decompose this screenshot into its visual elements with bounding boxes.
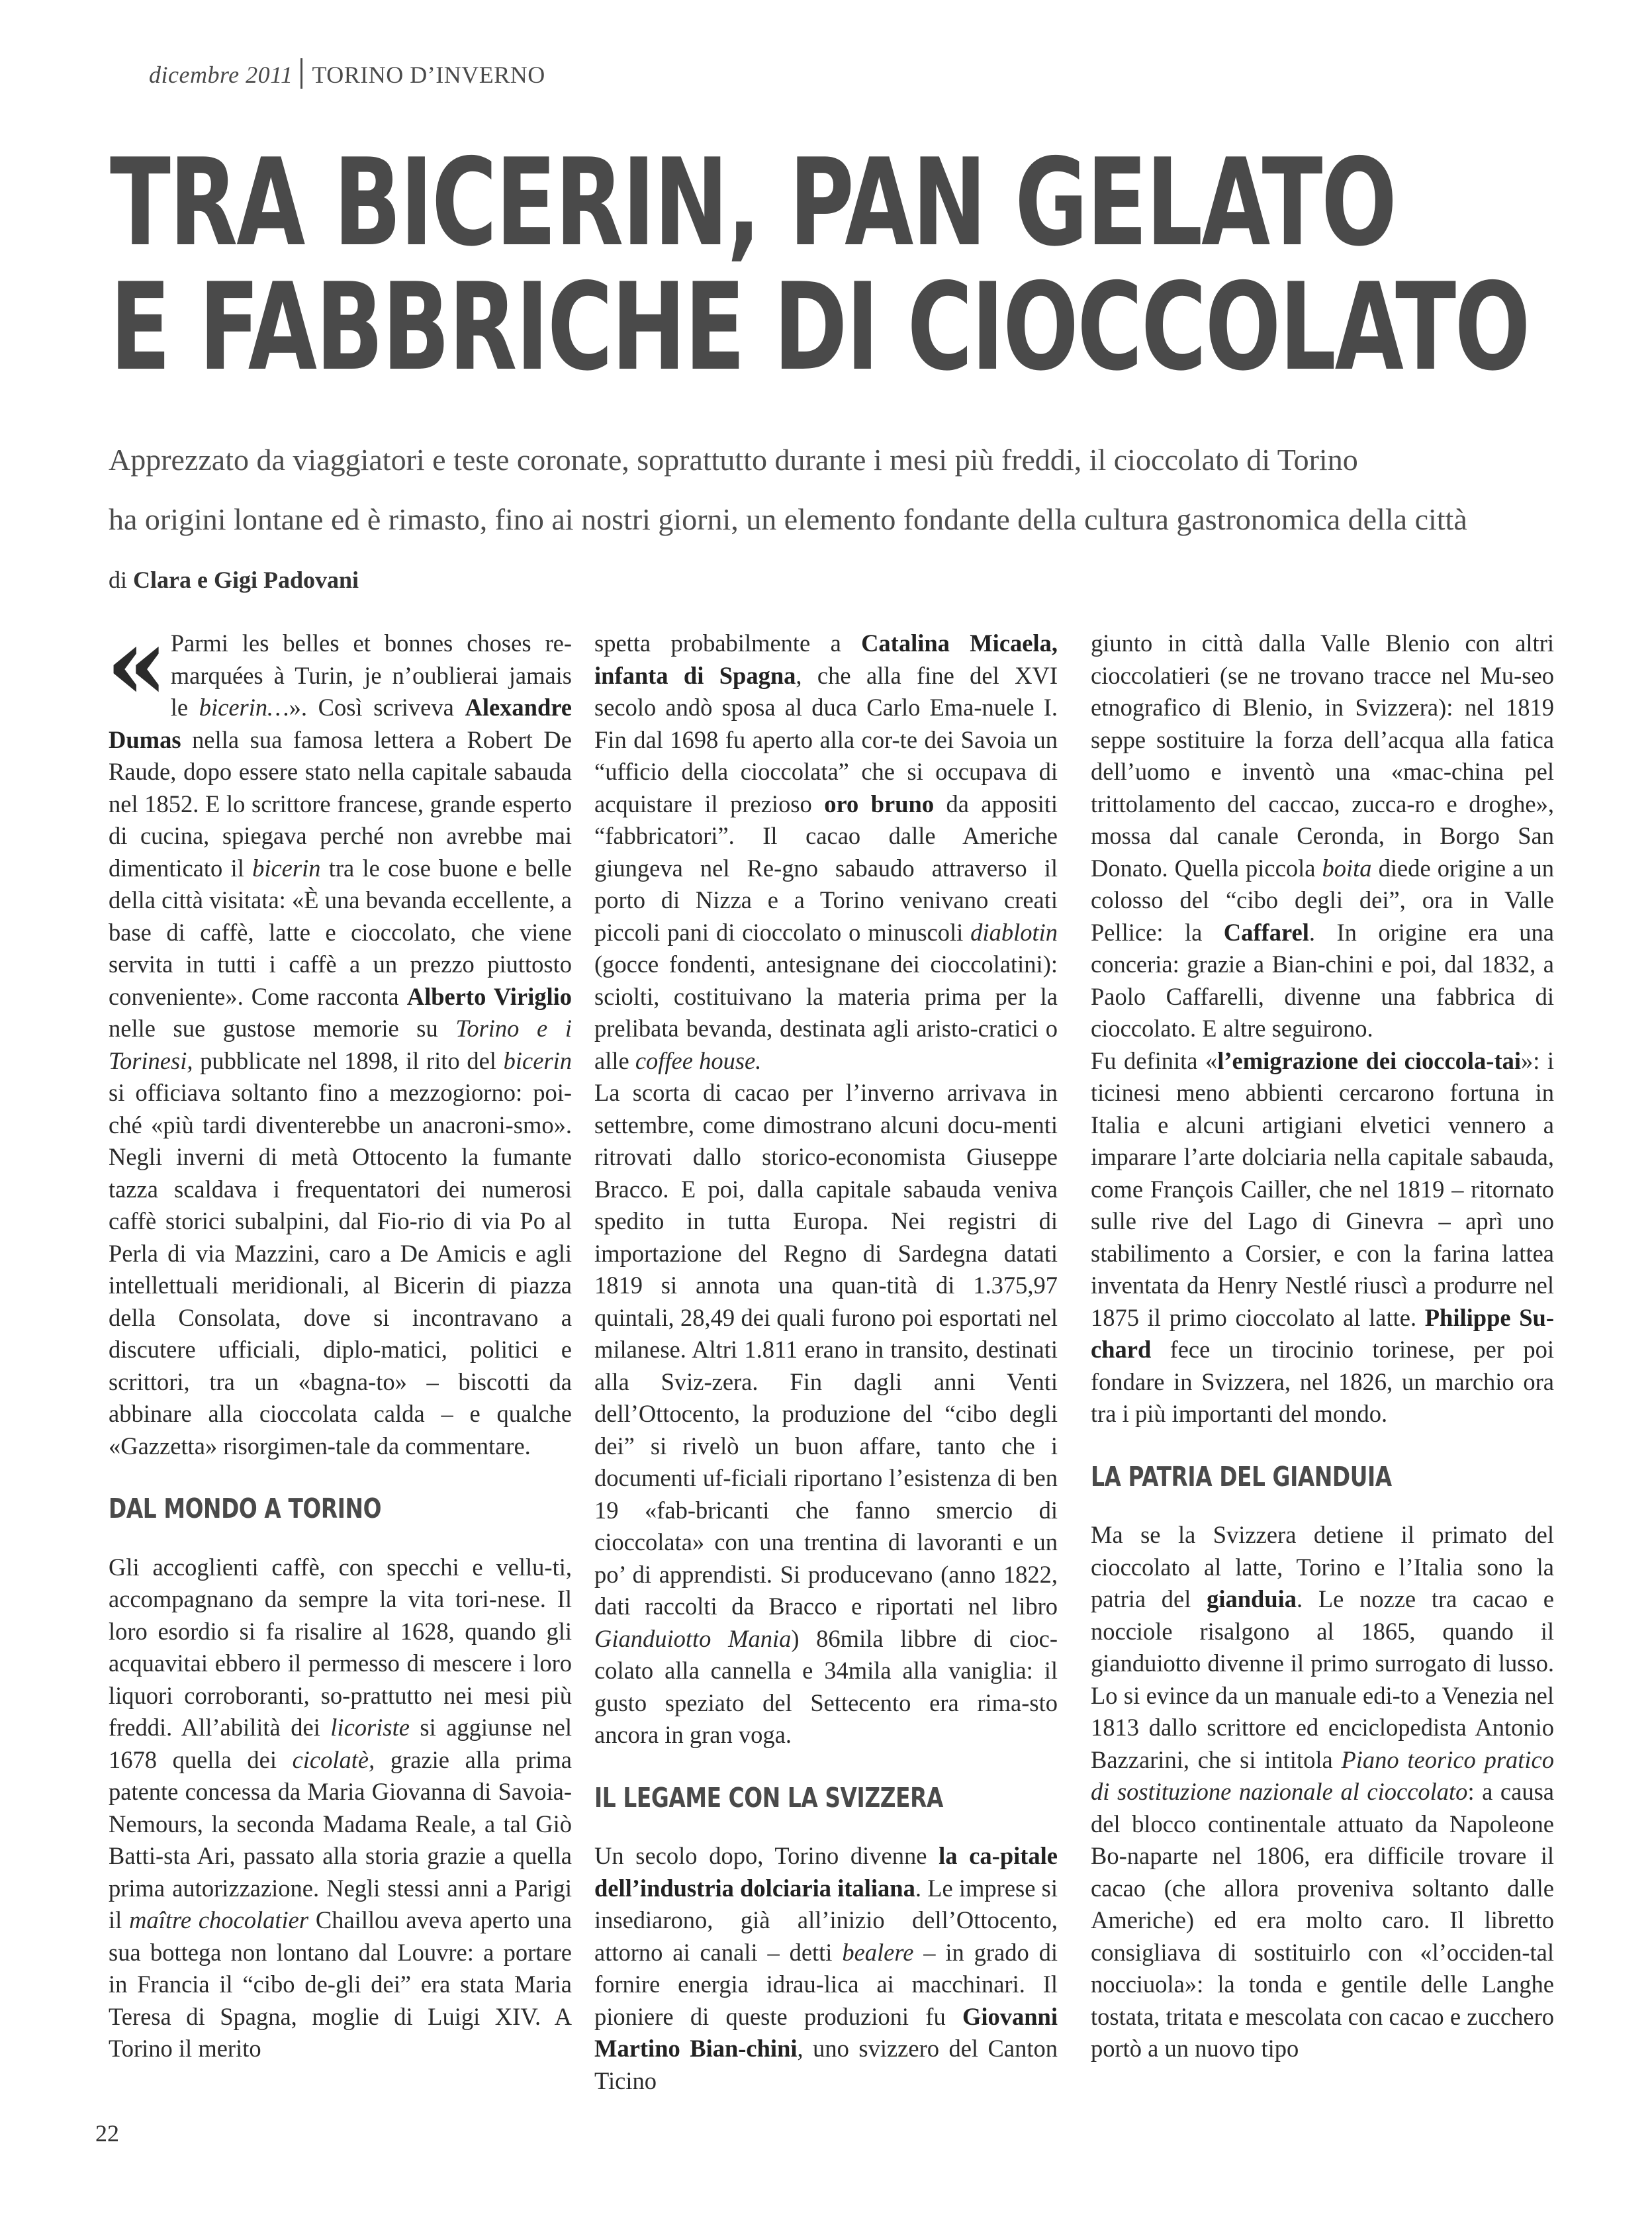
column-2 [594, 627, 1058, 2097]
standfirst-line-1: Apprezzato da viaggiatori e teste coronate, soprattutto durante i mesi più freddi, il cioccolato di Torino [109, 443, 1358, 477]
headline-line-2: E FABBRICHE DI CIOCCOLATO [110, 257, 1530, 397]
section-title: TORINO D’INVERNO [312, 62, 545, 88]
paragraph: Un secolo dopo, Torino divenne la ca-pitale dell’industria dolciaria italiana. Le imprese si insediarono, già all’inizio dell’Ottocento, attorno ai canali – detti bealere – in grado di fornire energia idrau-lica ai macchinari. Il pioniere di queste produzioni fu Giovanni Martino Bian-chini, uno svizzero del Canton Ticino [594, 1842, 1058, 2094]
subhead-il-legame-con-la-svizzera: IL LEGAME CON LA SVIZZERA [594, 1781, 943, 1814]
column-3 [1091, 627, 1554, 2065]
byline-prefix: di [109, 567, 128, 593]
standfirst [109, 430, 1565, 549]
paragraph: Gli accoglienti caffè, con specchi e vellu-ti, accompagnano da sempre la vita tori-nese. Il loro esordio si fa risalire al 1628, quando gli acquavitai ebbero il permesso di mescere i loro liquori corroboranti, so-prattutto nei mesi più freddi. All’abilità dei licoriste si aggiunse nel 1678 quella dei cicolatè, grazie alla prima patente concessa da Maria Giovanna di Savoia-Nemours, la seconda Madama Reale, a tal Giò Batti-sta Ari, passato alla storia grazie a quella prima autorizzazione. Negli stessi anni a Parigi il maître chocolatier Chaillou aveva aperto una sua bottega non lontano dal Louvre: a portare in Francia il “cibo de-gli dei” era stata Maria Teresa di Spagna, moglie di Luigi XIV. A Torino il merito [109, 1553, 573, 2062]
divider [300, 58, 302, 89]
drop-quote-mark: « [106, 606, 168, 722]
page-number: 22 [95, 2120, 119, 2147]
subhead-dal-mondo-a-torino: DAL MONDO A TORINO [109, 1493, 382, 1524]
byline-authors: Clara e Gigi Padovani [133, 567, 359, 593]
paragraph: Ma se la Svizzera detiene il primato del cioccolato al latte, Torino e l’Italia sono la patria del gianduia. Le nozze tra cacao e nocciole risalgono al 1865, quando il gianduiotto divenne il primo surrogato di lusso. Lo si evince da un manuale edi-to a Venezia nel 1813 dallo scrittore ed enciclopedista Antonio Bazzarini, che si intitola Piano teorico pratico di sostituzione nazionale al cioccolato: a causa del blocco continentale attuato da Napoleone Bo-naparte nel 1806, era difficile trovare il cacao (che allora proveniva soltanto dalle Americhe) ed era molto caro. Il libretto consigliava di sostituirlo con «l’occiden-tal nocciuola»: la tonda e gentile delle Langhe tostata, tritata e mescolata con cacao e zucchero portò a un nuovo tipo [1091, 1521, 1555, 2062]
paragraph: « Parmi les belles et bonnes choses re-marquées à Turin, je n’oublierai jamais le bicerin…». Così scriveva Alexandre Dumas nella sua famosa lettera a Robert De Raude, dopo essere stato nella capitale sabauda nel 1852. E lo scrittore francese, grande esperto di cucina, spiegava perché non avrebbe mai dimenticato il bicerin tra le cose buone e belle della città visitata: «È una bevanda eccellente, a base di caffè, latte e cioccolato, che viene servita in tutti i caffè a un prezzo piuttosto conveniente». Come racconta Alberto Viriglio nelle sue gustose memorie su Torino e i Torinesi, pubblicate nel 1898, il rito del bicerin si officiava soltanto fino a mezzogiorno: poi-ché «più tardi diventerebbe un anacroni-smo». Negli inverni di metà Ottocento la fumante tazza scaldava i frequentatori dei numerosi caffè storici subalpini, dal Fio-rio di via Po al Perla di via Mazzini, caro a De Amicis e agli intellettuali meridionali, al Bicerin di piazza della Consolata, dove si incontravano a discutere ufficiali, diplo-matici, politici e scrittori, tra un «bagna-to» – biscotti da abbinare alla cioccolata calda – e qualche «Gazzetta» risorgimen-tale da commentare. [106, 606, 573, 1460]
headline [110, 132, 1530, 397]
paragraph: La scorta di cacao per l’inverno arrivava in settembre, come dimostrano alcuni docu-menti ritrovati dallo storico-economista Giuseppe Bracco. E poi, dalla capitale sabauda veniva spedito in tutta Europa. Nei registri di importazione del Regno di Sardegna datati 1819 si annota una quan-tità di 1.375,97 quintali, 28,49 dei quali furono poi esportati nel milanese. Altri 1.811 erano in transito, destinati alla Sviz-zera. Fin dagli anni Venti dell’Ottocento, la produzione del “cibo degli dei” si rivelò un buon affare, tanto che i documenti uf-ficiali riportano l’esistenza di ben 19 «fab-bricanti che fanno smercio di cioccolata» con una trentina di lavoranti e un po’ di apprendisti. Si producevano (anno 1822, dati raccolti da Bracco e riportati nel libro Gianduiotto Mania) 86mila libbre di cioc-colato alla cannella e 34mila alla vaniglia: il gusto speziato del Settecento era rima-sto ancora in gran voga. [594, 1079, 1058, 1748]
standfirst-line-2: ha origini lontane ed è rimasto, fino ai nostri giorni, un elemento fondante della cultura gastronomica della città [109, 502, 1467, 536]
byline [109, 566, 359, 594]
issue-date: dicembre 2011 [149, 62, 293, 88]
paragraph: Fu definita «l’emigrazione dei cioccola-tai»: i ticinesi meno abbienti cercarono fortuna in Italia e alcuni artigiani elvetici vennero a imparare l’arte dolciaria nella capitale sabauda, come François Cailler, che nel 1819 – ritornato sulle rive del Lago di Ginevra – aprì uno stabilimento a Corsier, e con la farina lattea inventata da Henry Nestlé riuscì a produrre nel 1875 il primo cioccolato al latte. Philippe Su-chard fece un tirocinio torinese, per poi fondare in Svizzera, nel 1826, un marchio ora tra i più importanti del mondo. [1091, 1046, 1555, 1427]
subhead-la-patria-del-gianduia: LA PATRIA DEL GIANDUIA [1091, 1460, 1392, 1493]
paragraph: spetta probabilmente a Catalina Micaela, infanta di Spagna, che alla fine del XVI secolo andò sposa al duca Carlo Ema-nuele I. Fin dal 1698 fu aperto alla cor-te dei Savoia un “ufficio della cioccolata” che si occupava di acquistare il prezioso oro bruno da appositi “fabbricatori”. Il cacao dalle Americhe giungeva nel Re-gno sabaudo attraverso il porto di Nizza e a Torino venivano creati piccoli pani di cioccolato o minuscoli diablotin (gocce fondenti, antesignane dei cioccolatini): sciolti, costituivano la materia prima per la prelibata bevanda, destinata agli aristo-cratici o alle coffee house. [594, 629, 1058, 1074]
column-1 [106, 606, 573, 2065]
running-head [149, 58, 545, 89]
headline-line-1: TRA BICERIN, PAN GELATO [110, 132, 1396, 273]
paragraph: giunto in città dalla Valle Blenio con altri cioccolatieri (se ne trovano tracce nel Mu-seo etnografico di Blenio, in Svizzera): nel 1819 seppe sostituire la forza dell’acqua alla fatica dell’uomo e inventò una «mac-china pel trittolamento del caccao, zucca-ro e droghe», mossa dal canale Ceronda, in Borgo San Donato. Quella piccola boita diede origine a un colosso del “cibo degli dei”, ora in Valle Pellice: la Caffarel. In origine era una conceria: grazie a Bian-chini e poi, dal 1832, a Paolo Caffarelli, divenne una fabbrica di cioccolato. E altre seguirono. [1091, 629, 1554, 1042]
